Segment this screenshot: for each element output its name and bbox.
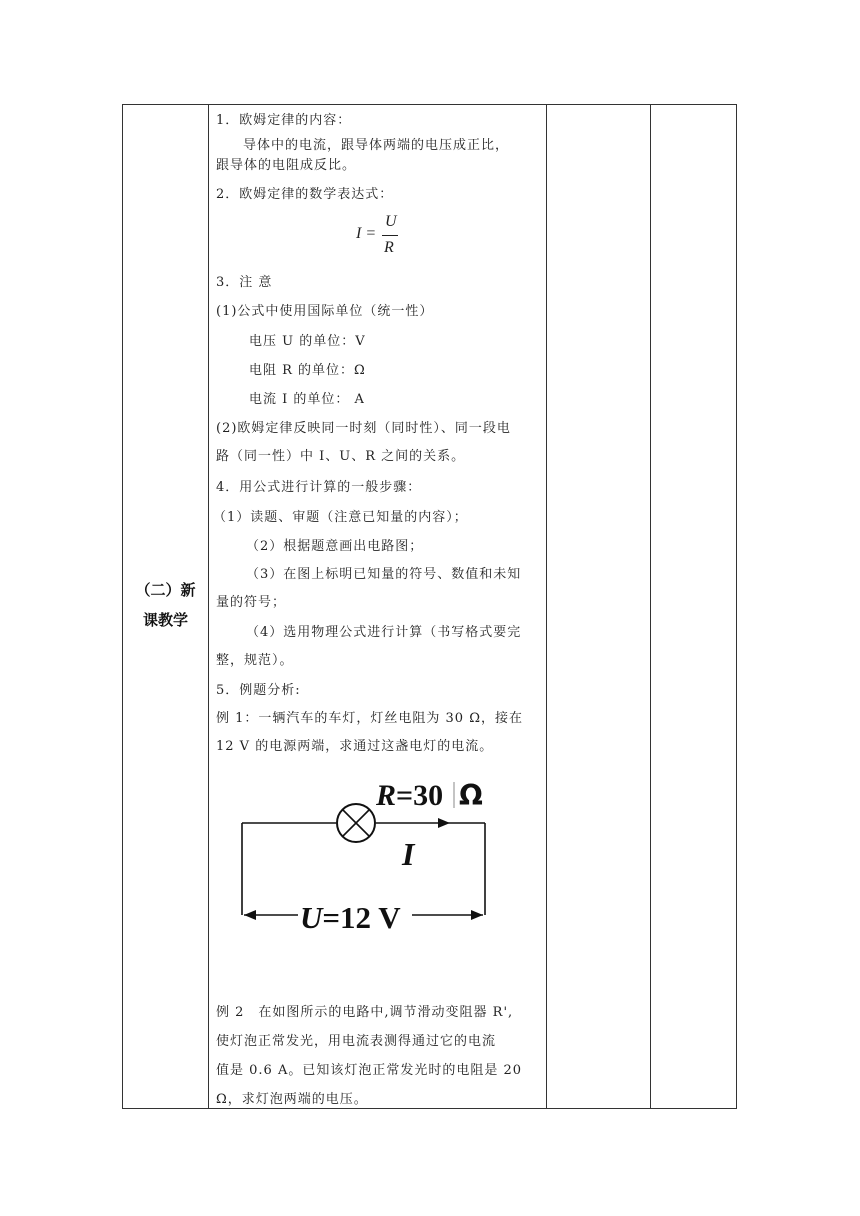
section-label-line-2: 课教学 [142,611,188,629]
section-label-line-1: （二）新 [135,581,196,599]
current-arrow-icon [438,818,450,828]
section-label [123,575,208,635]
text-line: 电压 U 的单位：V [249,334,366,349]
text-line: 导体中的电流，跟导体两端的电压成正比， [243,138,510,153]
formula-numerator: U [385,213,397,230]
text-line: （1）读题、审题（注意已知量的内容）； [213,510,468,525]
example-2: 例 2 在如图所示的电路中,调节滑动变阻器 R', [216,1005,514,1020]
text-line: 使灯泡正常发光，用电流表测得通过它的电流 [216,1034,497,1049]
heading-1: 1．欧姆定律的内容： [216,113,352,128]
resistance-unit: Ω [459,779,483,812]
fraction-bar [382,235,398,236]
text-line: 12 V 的电源两端，求通过这盏电灯的电流。 [216,739,494,754]
text-line: 电流 I 的单位： A [249,392,365,407]
text-line: 电阻 R 的单位：Ω [249,363,366,378]
heading-3: 3．注 意 [216,275,273,290]
text-line: （3）在图上标明已知量的符号、数值和未知 [246,567,522,582]
text-line: 整，规范）。 [216,653,294,668]
ohms-law-formula [356,213,446,259]
column-divider-1 [208,105,209,1108]
resistance-label: R=30 [376,779,444,812]
lamp-icon [337,804,375,842]
text-line: (1)公式中使用国际单位（统一性） [216,304,434,319]
current-label: I [402,836,415,872]
heading-2: 2．欧姆定律的数学表达式： [216,187,394,202]
formula-denominator: R [384,239,394,256]
text-line: 值是 0.6 A。已知该灯泡正常发光时的电阻是 20 [216,1063,523,1078]
formula-lhs: I = [356,225,377,242]
voltage-label: U=12 V [300,900,401,935]
example-1: 例 1：一辆汽车的车灯，灯丝电阻为 30 Ω，接在 [216,711,523,726]
column-divider-3 [650,105,651,1108]
text-line: （2）根据题意画出电路图； [246,539,424,554]
lesson-table [122,104,737,1109]
text-line: 量的符号； [216,595,287,610]
text-line: Ω，求灯泡两端的电压。 [216,1092,368,1107]
text-line: (2)欧姆定律反映同一时刻（同时性）、同一段电 [216,421,511,436]
heading-5: 5．例题分析: [216,683,301,698]
text-line: （4）选用物理公式进行计算（书写格式要完 [246,625,522,640]
text-line: 路（同一性）中 I、U、R 之间的关系。 [216,449,466,464]
text-line: 跟导体的电阻成反比。 [216,158,357,173]
circuit-diagram [216,773,516,943]
column-divider-2 [546,105,547,1108]
heading-4: 4．用公式进行计算的一般步骤： [216,480,422,495]
